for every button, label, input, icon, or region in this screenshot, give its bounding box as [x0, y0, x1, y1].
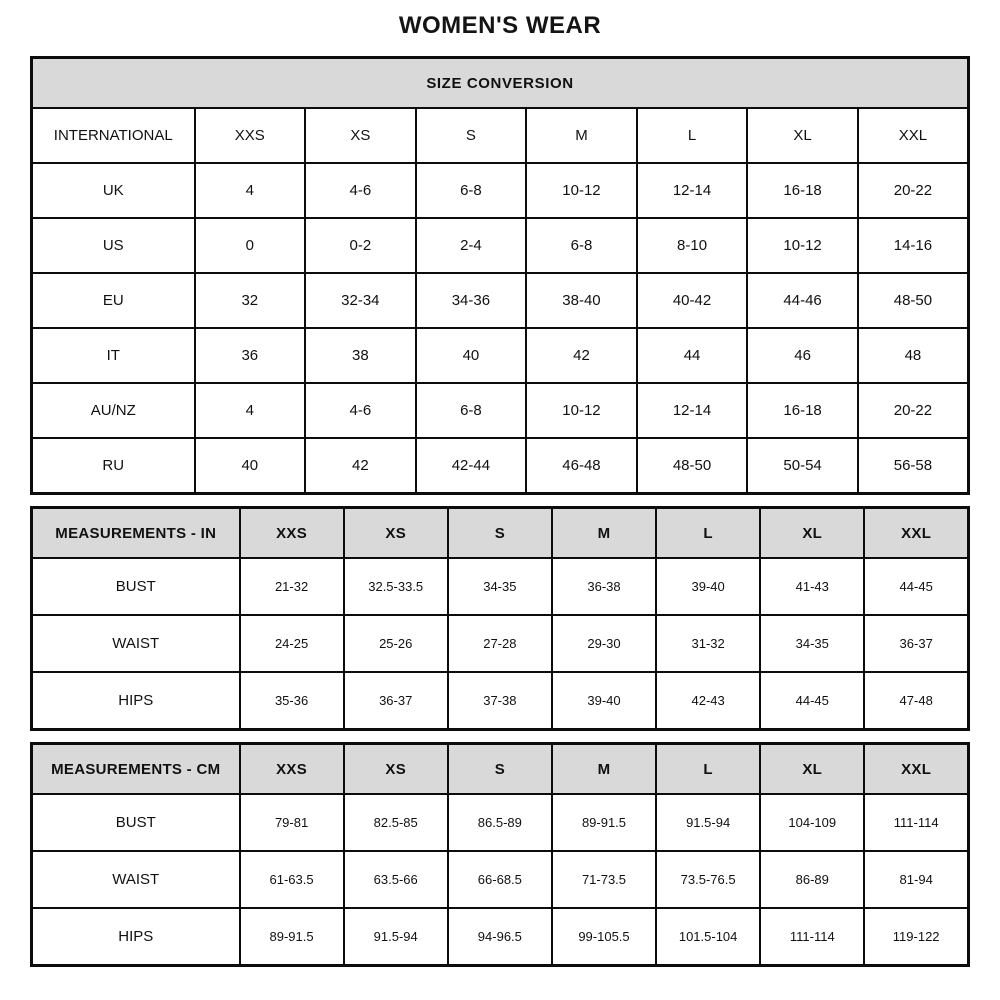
table-cell: 91.5-94 — [344, 908, 448, 966]
table-row — [32, 163, 969, 218]
row-label: WAIST — [32, 851, 240, 908]
table-row — [32, 328, 969, 383]
size-column-header: XXL — [864, 508, 968, 559]
table-corner-header: MEASUREMENTS - IN — [32, 508, 240, 559]
page-title: WOMEN'S WEAR — [398, 12, 602, 39]
table-row — [32, 558, 969, 615]
row-label: BUST — [32, 558, 240, 615]
table-row — [32, 615, 969, 672]
table-cell: 40-42 — [637, 273, 748, 328]
table-row — [32, 851, 969, 908]
table-cell: 40 — [195, 438, 306, 494]
table-cell: 16-18 — [747, 163, 858, 218]
table-cell: 39-40 — [656, 558, 760, 615]
table-cell: 42-44 — [416, 438, 527, 494]
table-cell: 12-14 — [637, 163, 748, 218]
table-cell: 73.5-76.5 — [656, 851, 760, 908]
size-column-header: S — [416, 108, 527, 163]
size-column-header: L — [637, 108, 748, 163]
table-cell: 42 — [526, 328, 637, 383]
row-label: RU — [32, 438, 195, 494]
size-column-header: XS — [344, 744, 448, 795]
table-cell: 4-6 — [305, 163, 416, 218]
table-cell: 25-26 — [344, 615, 448, 672]
table-cell: 42-43 — [656, 672, 760, 730]
row-label: EU — [32, 273, 195, 328]
table-cell: 4-6 — [305, 383, 416, 438]
table-cell: 4 — [195, 383, 306, 438]
table-cell: 32 — [195, 273, 306, 328]
table-cell: 8-10 — [637, 218, 748, 273]
table-cell: 16-18 — [747, 383, 858, 438]
table-cell: 50-54 — [747, 438, 858, 494]
table-cell: 31-32 — [656, 615, 760, 672]
table-cell: 94-96.5 — [448, 908, 552, 966]
table-row — [32, 672, 969, 730]
table-cell: 56-58 — [858, 438, 969, 494]
table-cell: 36-37 — [344, 672, 448, 730]
measurements-cm-columns-row — [32, 744, 969, 795]
size-column-header: XXL — [864, 744, 968, 795]
table-cell: 10-12 — [526, 383, 637, 438]
table-cell: 111-114 — [864, 794, 968, 851]
table-cell: 81-94 — [864, 851, 968, 908]
table-corner-header: INTERNATIONAL — [32, 108, 195, 163]
table-cell: 86.5-89 — [448, 794, 552, 851]
table-cell: 35-36 — [240, 672, 344, 730]
size-column-header: M — [552, 508, 656, 559]
size-column-header: M — [526, 108, 637, 163]
row-label: WAIST — [32, 615, 240, 672]
table-cell: 47-48 — [864, 672, 968, 730]
table-cell: 89-91.5 — [240, 908, 344, 966]
table-cell: 71-73.5 — [552, 851, 656, 908]
size-column-header: S — [448, 744, 552, 795]
size-column-header: XXS — [240, 508, 344, 559]
size-column-header: S — [448, 508, 552, 559]
table-cell: 46-48 — [526, 438, 637, 494]
size-conversion-body — [32, 163, 969, 494]
table-row — [32, 273, 969, 328]
table-cell: 10-12 — [526, 163, 637, 218]
table-row — [32, 794, 969, 851]
table-cell: 44-45 — [760, 672, 864, 730]
table-row — [32, 438, 969, 494]
table-row — [32, 908, 969, 966]
measurements-cm-body — [32, 794, 969, 966]
size-conversion-columns-row — [32, 108, 969, 163]
table-cell: 12-14 — [637, 383, 748, 438]
table-cell: 48-50 — [637, 438, 748, 494]
size-column-header: XL — [747, 108, 858, 163]
table-cell: 40 — [416, 328, 527, 383]
size-column-header: XS — [305, 108, 416, 163]
table-cell: 38 — [305, 328, 416, 383]
table-cell: 20-22 — [858, 383, 969, 438]
table-cell: 111-114 — [760, 908, 864, 966]
table-cell: 34-36 — [416, 273, 527, 328]
table-cell: 20-22 — [858, 163, 969, 218]
row-label: US — [32, 218, 195, 273]
table-corner-header: MEASUREMENTS - CM — [32, 744, 240, 795]
row-label: IT — [32, 328, 195, 383]
table-cell: 119-122 — [864, 908, 968, 966]
size-conversion-table — [30, 56, 970, 495]
table-cell: 24-25 — [240, 615, 344, 672]
table-cell: 44-46 — [747, 273, 858, 328]
table-cell: 41-43 — [760, 558, 864, 615]
measurements-in-columns-row — [32, 508, 969, 559]
table-cell: 79-81 — [240, 794, 344, 851]
table-cell: 14-16 — [858, 218, 969, 273]
size-conversion-banner: SIZE CONVERSION — [32, 58, 969, 109]
table-cell: 21-32 — [240, 558, 344, 615]
table-cell: 34-35 — [760, 615, 864, 672]
table-cell: 6-8 — [526, 218, 637, 273]
table-cell: 48 — [858, 328, 969, 383]
table-cell: 36-38 — [552, 558, 656, 615]
size-column-header: L — [656, 744, 760, 795]
size-conversion-banner-row — [32, 58, 969, 109]
table-cell: 38-40 — [526, 273, 637, 328]
table-cell: 44-45 — [864, 558, 968, 615]
size-column-header: XXS — [240, 744, 344, 795]
table-row — [32, 218, 969, 273]
size-column-header: M — [552, 744, 656, 795]
table-cell: 63.5-66 — [344, 851, 448, 908]
table-cell: 61-63.5 — [240, 851, 344, 908]
size-column-header: XL — [760, 744, 864, 795]
table-cell: 42 — [305, 438, 416, 494]
table-cell: 36-37 — [864, 615, 968, 672]
table-cell: 4 — [195, 163, 306, 218]
row-label: AU/NZ — [32, 383, 195, 438]
measurements-cm-table — [30, 742, 970, 967]
table-cell: 99-105.5 — [552, 908, 656, 966]
row-label: HIPS — [32, 672, 240, 730]
table-cell: 66-68.5 — [448, 851, 552, 908]
table-cell: 101.5-104 — [656, 908, 760, 966]
size-column-header: XS — [344, 508, 448, 559]
table-cell: 10-12 — [747, 218, 858, 273]
table-cell: 39-40 — [552, 672, 656, 730]
row-label: BUST — [32, 794, 240, 851]
row-label: HIPS — [32, 908, 240, 966]
table-cell: 2-4 — [416, 218, 527, 273]
table-cell: 44 — [637, 328, 748, 383]
table-cell: 29-30 — [552, 615, 656, 672]
size-column-header: L — [656, 508, 760, 559]
table-cell: 6-8 — [416, 383, 527, 438]
table-cell: 32-34 — [305, 273, 416, 328]
size-column-header: XXS — [195, 108, 306, 163]
measurements-in-table — [30, 506, 970, 731]
table-cell: 89-91.5 — [552, 794, 656, 851]
size-column-header: XL — [760, 508, 864, 559]
table-cell: 37-38 — [448, 672, 552, 730]
measurements-in-body — [32, 558, 969, 730]
table-cell: 0-2 — [305, 218, 416, 273]
table-row — [32, 383, 969, 438]
table-cell: 36 — [195, 328, 306, 383]
table-cell: 46 — [747, 328, 858, 383]
table-cell: 104-109 — [760, 794, 864, 851]
size-column-header: XXL — [858, 108, 969, 163]
table-cell: 91.5-94 — [656, 794, 760, 851]
table-cell: 48-50 — [858, 273, 969, 328]
table-cell: 86-89 — [760, 851, 864, 908]
table-cell: 6-8 — [416, 163, 527, 218]
table-cell: 27-28 — [448, 615, 552, 672]
row-label: UK — [32, 163, 195, 218]
table-cell: 34-35 — [448, 558, 552, 615]
size-guide-sheet — [30, 0, 970, 967]
table-cell: 0 — [195, 218, 306, 273]
table-cell: 32.5-33.5 — [344, 558, 448, 615]
table-cell: 82.5-85 — [344, 794, 448, 851]
